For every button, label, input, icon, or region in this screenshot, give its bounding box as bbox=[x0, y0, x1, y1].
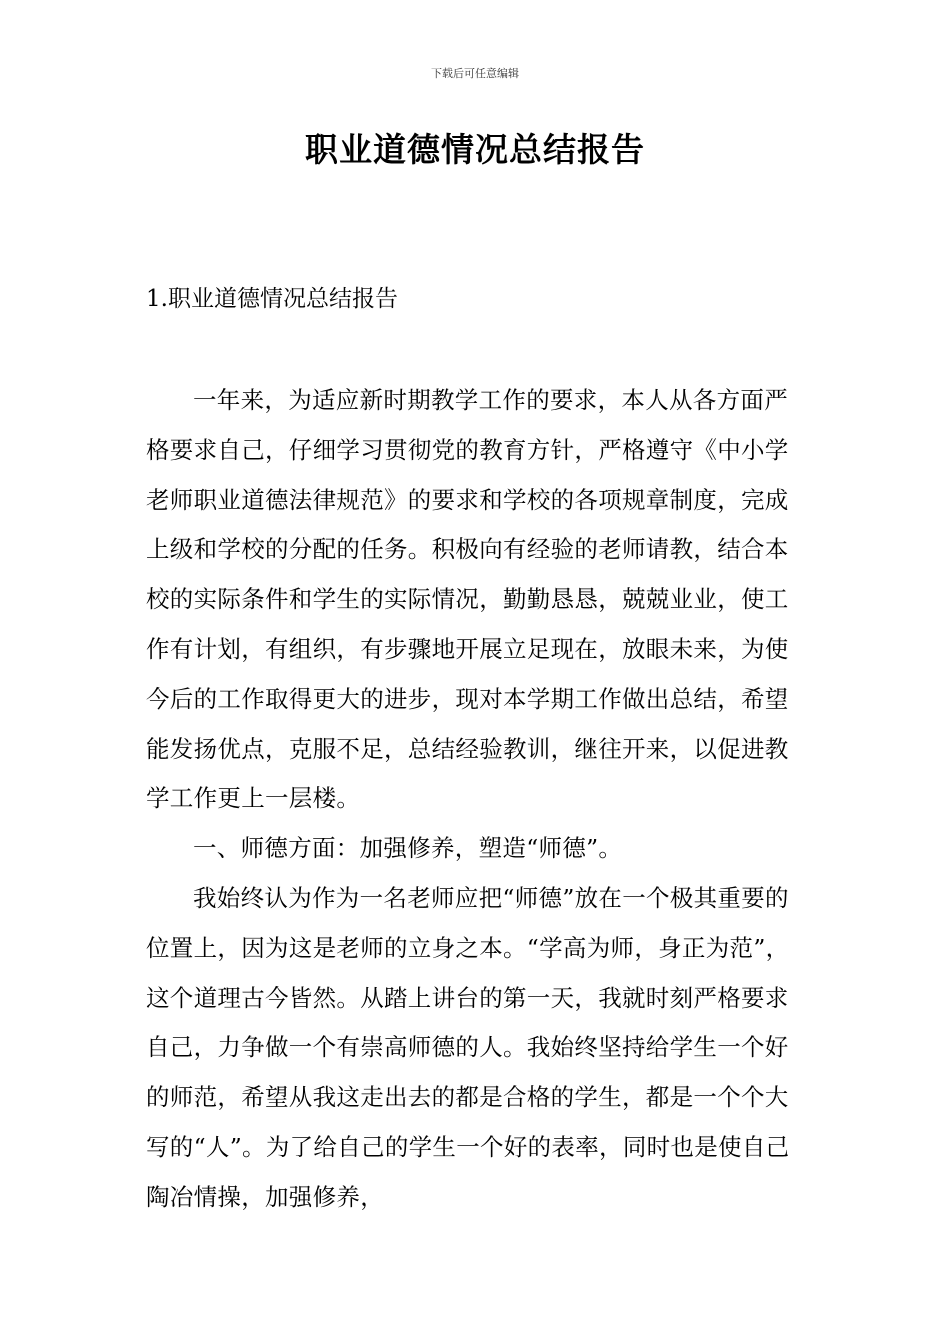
header-note: 下载后可任意编辑 bbox=[431, 67, 519, 80]
paragraph: 我始终认为作为一名老师应把“师德”放在一个极其重要的位置上，因为这是老师的立身之本。“学高为师，身正为范”，这个道理古今皆然。从踏上讲台的第一天，我就时刻严格要求自己，力争做一个有崇高师德的人。我始终坚持给学生一个好的师范，希望从我这走出去的都是合格的学生，都是一个个大写的“人”。为了给自己的学生一个好的表率，同时也是使自己陶冶情操，加强修养， bbox=[146, 883, 790, 1211]
section-heading: 1.职业道德情况总结报告 bbox=[146, 286, 398, 312]
body-text bbox=[146, 376, 806, 1223]
page-title: 职业道德情况总结报告 bbox=[305, 130, 645, 169]
paragraph: 一年来，为适应新时期教学工作的要求，本人从各方面严格要求自己，仔细学习贯彻党的教育方针，严格遵守《中小学老师职业道德法律规范》的要求和学校的各项规章制度，完成上级和学校的分配的任务。积极向有经验的老师请教，结合本校的实际条件和学生的实际情况，勤勤恳恳，兢兢业业，使工作有计划，有组织，有步骤地开展立足现在，放眼未来，为使今后的工作取得更大的进步，现对本学期工作做出总结，希望能发扬优点，克服不足，总结经验教训，继往开来，以促进教学工作更上一层楼。 bbox=[146, 386, 789, 813]
paragraph: 一、师德方面：加强修养，塑造“师德”。 bbox=[193, 834, 623, 863]
